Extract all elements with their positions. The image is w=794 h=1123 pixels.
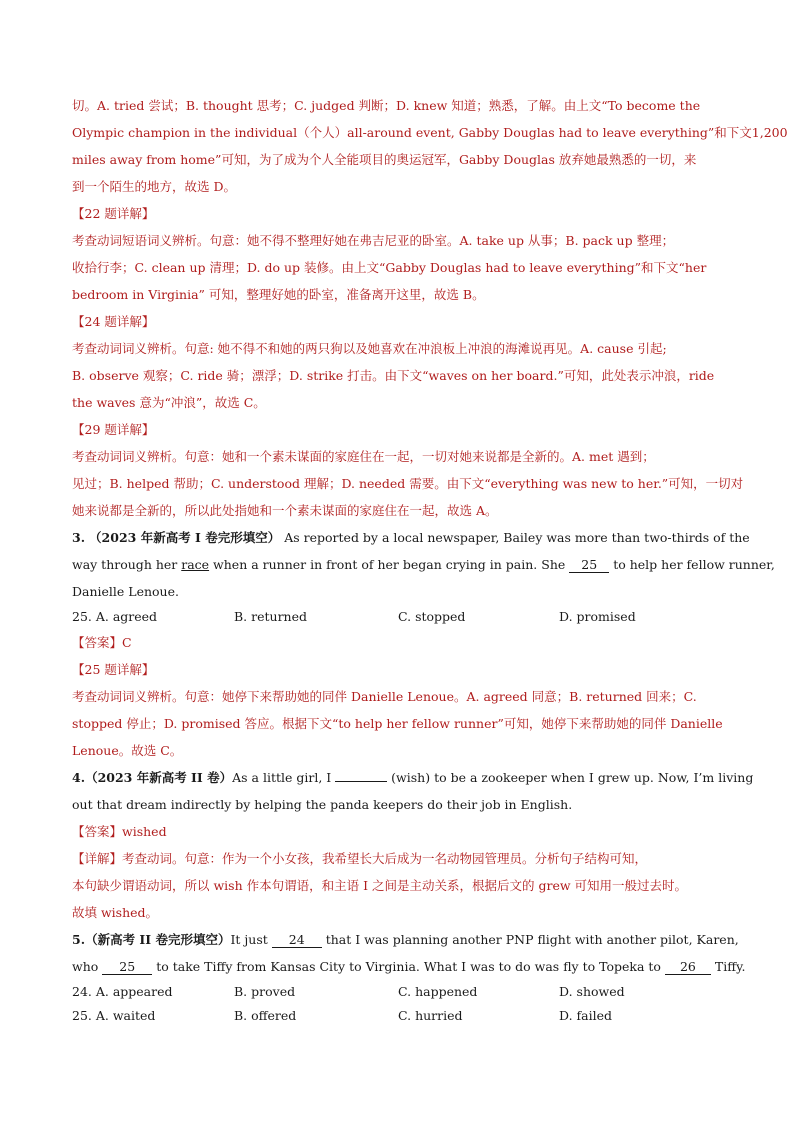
item3-blank-25: 25 — [569, 558, 609, 573]
item4-text: (wish) to be a zookeeper when I grew up. Now, I’m living — [387, 770, 754, 785]
item3-text: As reported by a local newspaper, Bailey was more than two-thirds of the — [284, 530, 750, 545]
item3-options — [72, 605, 722, 629]
item3-detail-line: stopped 停止；D. promised 答应。根据下文“to help her fellow runner”可知，她停下来帮助她的同伴 Danielle — [72, 716, 723, 731]
item4-stem — [72, 764, 754, 791]
option-a: 25. A. waited — [72, 1008, 156, 1023]
item4-text: As a little girl, I — [232, 770, 336, 785]
item5-stem-line2 — [72, 953, 746, 980]
item3-stem — [72, 524, 750, 551]
item3-stem-line2 — [72, 551, 775, 578]
item3-detail-line: Lenoue。故选 C。 — [72, 743, 183, 758]
option-b: B. offered — [234, 1008, 297, 1023]
document-page — [72, 92, 788, 1028]
q24-heading: 【24 题详解】 — [72, 314, 155, 329]
item5-options-24 — [72, 980, 722, 1004]
item3-source: （2023 年新高考 I 卷完形填空） — [89, 530, 281, 545]
q29-heading: 【29 题详解】 — [72, 422, 155, 437]
item5-blank-26: 26 — [665, 960, 711, 975]
item5-text: Tiffy. — [710, 959, 746, 974]
item4-blank — [335, 781, 387, 782]
item3-stem-line3: Danielle Lenoue. — [72, 584, 179, 599]
item4-source: （2023 年新高考 II 卷） — [85, 770, 233, 785]
option-d: D. showed — [559, 984, 625, 999]
item4-answer — [72, 818, 722, 845]
option-d: D. failed — [559, 1008, 612, 1023]
item5-number: 5. — [72, 932, 86, 947]
item3-detail-heading: 【25 题详解】 — [72, 662, 155, 677]
option-a: 24. A. appeared — [72, 984, 173, 999]
item5-text: to take Tiffy from Kansas City to Virginia. What I was to do was fly to Topeka to — [152, 959, 665, 974]
item5-blank-24: 24 — [272, 933, 322, 948]
item4-detail — [72, 845, 722, 872]
answer-value: wished — [122, 824, 167, 839]
item5-text: who — [72, 959, 103, 974]
item4-stem-line2: out that dream indirectly by helping the panda keepers do their job in English. — [72, 797, 573, 812]
option-b: B. proved — [234, 984, 296, 999]
item3-detail-line: 考查动词词义辨析。句意：她停下来帮助她的同伴 Danielle Lenoue。A. agreed 同意；B. returned 回来；C. — [72, 689, 697, 704]
item5-stem — [72, 926, 739, 953]
option-c: C. happened — [398, 984, 478, 999]
explanation-line: 切。A. tried 尝试；B. thought 思考；C. judged 判断；D. knew 知道；熟悉，了解。由上文“To become the — [72, 98, 701, 113]
item3-text: to help her fellow runner, — [609, 557, 775, 572]
item4-detail-line: 故填 wished。 — [72, 905, 159, 920]
item5-options-25 — [72, 1004, 722, 1028]
item3-answer — [72, 629, 722, 656]
item4-number: 4. — [72, 770, 86, 785]
item4-detail-line: 本句缺少谓语动词，所以 wish 作本句谓语，和主语 I 之间是主动关系，根据后文的 grew 可知用一般过去时。 — [72, 878, 688, 893]
q22-line: 考查动词短语词义辨析。句意：她不得不整理好她在弗吉尼亚的卧室。A. take up 从事；B. pack up 整理； — [72, 233, 675, 248]
item4-detail-text: 考查动词。句意：作为一个小女孩，我希望长大后成为一名动物园管理员。分析句子结构可知， — [122, 851, 648, 866]
q29-line: 见过；B. helped 帮助；C. understood 理解；D. needed 需要。由下文“everything was new to her.”可知，一切对 — [72, 476, 744, 491]
item5-text: that I was planning another PNP flight with another pilot, Karen, — [321, 932, 739, 947]
explanation-line: 到一个陌生的地方，故选 D。 — [72, 179, 236, 194]
q29-line: 考查动词词义辨析。句意：她和一个素未谋面的家庭住在一起，一切对她来说都是全新的。A. met 遇到； — [72, 449, 655, 464]
explanation-line: Olympic champion in the individual（个人）all-around event, Gabby Douglas had to leave everything”和下文1,200 — [72, 125, 788, 140]
answer-label: 【答案】 — [72, 824, 123, 839]
detail-label: 【详解】 — [72, 851, 123, 866]
item5-text: It just — [230, 932, 272, 947]
item3-number: 3. — [72, 530, 86, 545]
option-a: 25. A. agreed — [72, 609, 158, 624]
option-c: C. stopped — [398, 609, 466, 624]
item3-race-word: race — [181, 557, 210, 572]
explanation-line: miles away from home”可知，为了成为个人全能项目的奥运冠军，Gabby Douglas 放弃她最熟悉的一切，来 — [72, 152, 697, 167]
q29-line: 她来说都是全新的，所以此处指她和一个素未谋面的家庭住在一起，故选 A。 — [72, 503, 498, 518]
option-b: B. returned — [234, 609, 308, 624]
item3-text: way through her — [72, 557, 182, 572]
option-d: D. promised — [559, 609, 636, 624]
item3-text: when a runner in front of her began crying in pain. She — [209, 557, 570, 572]
item5-blank-25: 25 — [102, 960, 152, 975]
q22-heading: 【22 题详解】 — [72, 206, 155, 221]
q22-line: 收拾行李；C. clean up 清理；D. do up 装修。由上文“Gabby Douglas had to leave everything”和下文“her — [72, 260, 707, 275]
answer-value: C — [122, 635, 132, 650]
q24-line: B. observe 观察；C. ride 骑；漂浮；D. strike 打击。由下文“waves on her board.”可知，此处表示冲浪，ride — [72, 368, 715, 383]
answer-label: 【答案】 — [72, 635, 123, 650]
item5-source: （新高考 II 卷完形填空） — [85, 932, 231, 947]
q24-line: the waves 意为“冲浪”，故选 C。 — [72, 395, 266, 410]
q24-line: 考查动词词义辨析。句意: 她不得不和她的两只狗以及她喜欢在冲浪板上冲浪的海滩说再见。A. cause 引起; — [72, 341, 667, 356]
option-c: C. hurried — [398, 1008, 463, 1023]
q22-line: bedroom in Virginia” 可知，整理好她的卧室，准备离开这里，故选 B。 — [72, 287, 485, 302]
